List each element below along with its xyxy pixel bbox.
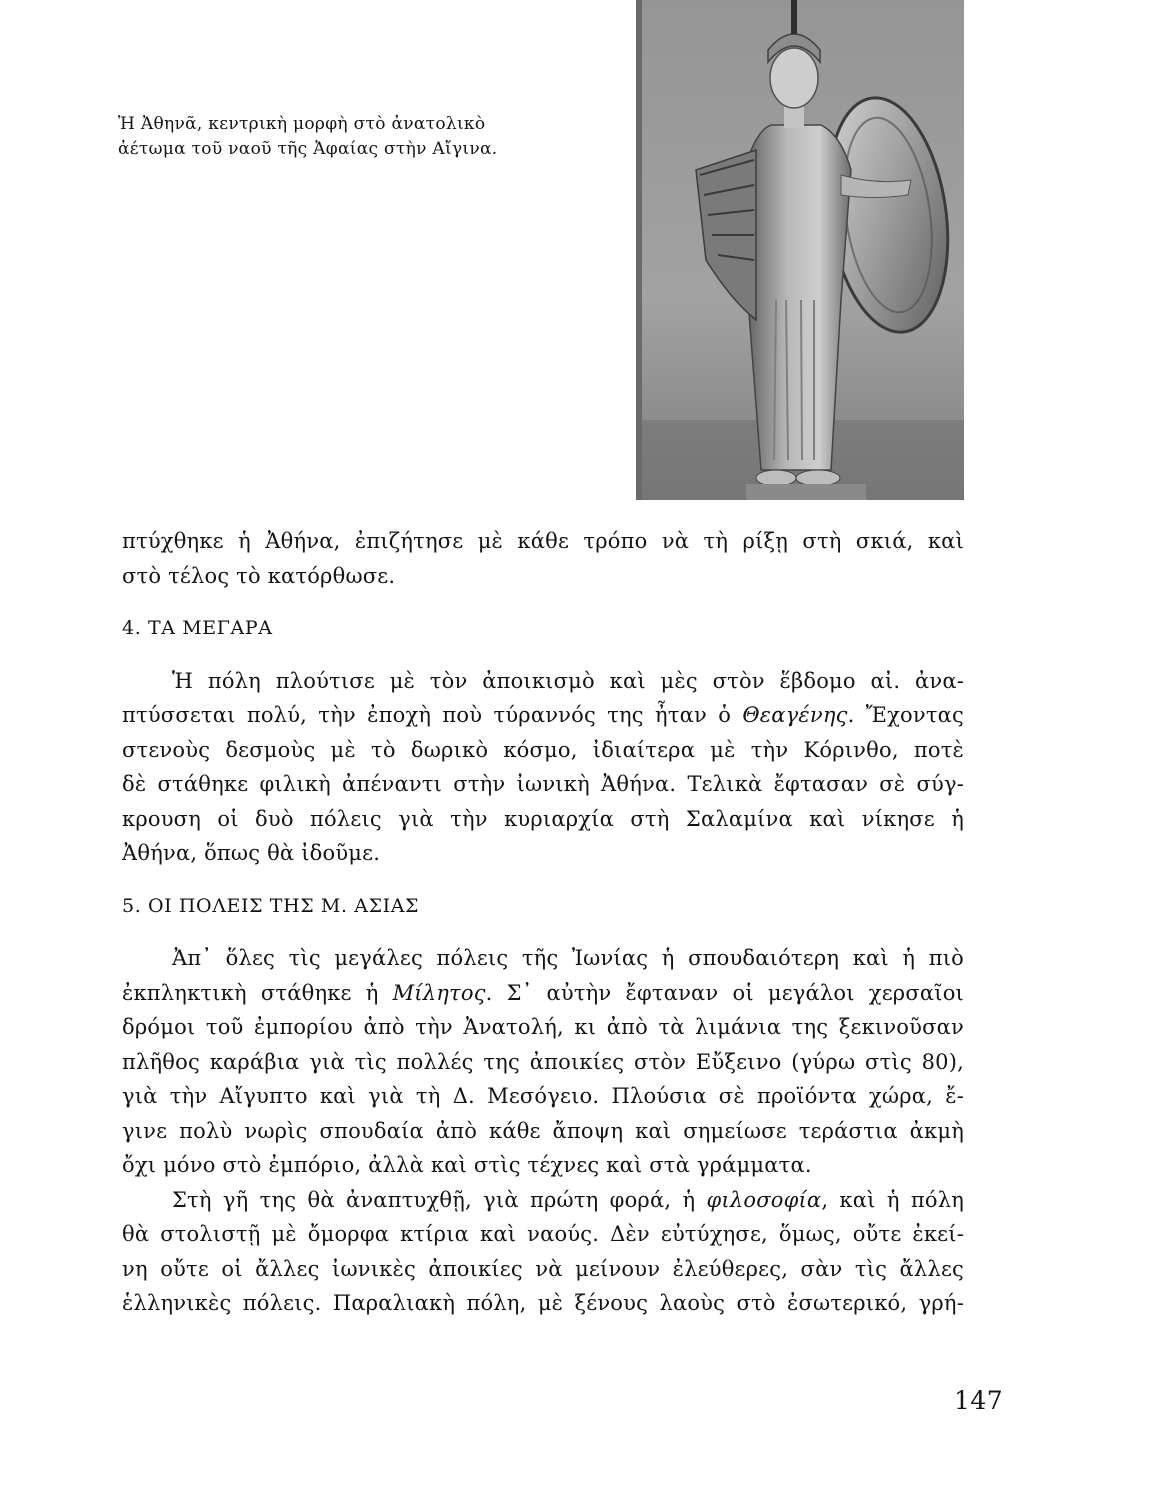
text-line: θὰ στολιστῇ μὲ ὄμορφα κτίρια καὶ ναούς. Δὲν εὐτύχησε, ὅμως, οὔτε ἐκεί- xyxy=(122,1222,964,1246)
figure-caption xyxy=(118,112,618,162)
section-heading: 4. ΤΑ ΜΕΓΑΡΑ xyxy=(122,617,273,639)
text-line xyxy=(122,698,964,733)
text-line xyxy=(122,976,964,1011)
text-line: Ἀπ᾿ ὅλες τὶς μεγάλες πόλεις τῆς Ἰωνίας ἡ σπουδαιότερη καὶ ἡ πιὸ xyxy=(172,946,964,970)
athena-statue-photo xyxy=(636,0,964,500)
caption-line: ἀέτωμα τοῦ ναοῦ τῆς Ἀφαίας στὴν Αἴγινα. xyxy=(118,139,498,159)
main-text xyxy=(122,524,964,1321)
italic-name: Μίλητος xyxy=(392,980,486,1005)
text-run: . Σ᾿ αὐτὴν ἔφταναν οἱ μεγάλοι χερσαῖοι xyxy=(485,980,964,1005)
text-line: ὄχι μόνο στὸ ἐμπόριο, ἀλλὰ καὶ στὶς τέχνες καὶ στὰ γράμματα. xyxy=(122,1153,812,1177)
text-line: στὸ τέλος τὸ κατόρθωσε. xyxy=(122,563,396,588)
text-line: δὲ στάθηκε φιλικὴ ἀπέναντι στὴν ἰωνικὴ Ἀθήνα. Τελικὰ ἔφτασαν σὲ σύγ- xyxy=(122,772,964,796)
page-number: 147 xyxy=(954,1386,1004,1415)
text-line: πτύχθηκε ἡ Ἀθήνα, ἐπιζήτησε μὲ κάθε τρόπο νὰ τὴ ρίξῃ στὴ σκιά, καὶ xyxy=(122,529,964,553)
text-line xyxy=(122,1183,964,1218)
section-heading: 5. ΟΙ ΠΟΛΕΙΣ ΤΗΣ Μ. ΑΣΙΑΣ xyxy=(122,894,420,917)
text-run: ἐκπληκτικὴ στάθηκε ἡ xyxy=(122,980,393,1005)
text-line: στενοὺς δεσμοὺς μὲ τὸ δωρικὸ κόσμο, ἰδιαίτερα μὲ τὴν Κόρινθο, ποτὲ xyxy=(122,737,964,762)
italic-name: Θεαγένης xyxy=(742,703,848,727)
text-run: , καὶ ἡ πόλη xyxy=(821,1187,964,1212)
text-line: κρουση οἱ δυὸ πόλεις γιὰ τὴν κυριαρχία στὴ Σαλαμίνα καὶ νίκησε ἡ xyxy=(122,806,964,831)
text-run: . Ἔχοντας xyxy=(847,703,964,727)
text-line: δρόμοι τοῦ ἐμπορίου ἀπὸ τὴν Ἀνατολή, κι ἀπὸ τὰ λιμάνια της ξεκινοῦσαν xyxy=(122,1015,964,1039)
text-run: Στὴ γῆ της θὰ ἀναπτυχθῇ, γιὰ πρώτη φορά, ἡ xyxy=(172,1187,707,1212)
text-line: ἑλληνικὲς πόλεις. Παραλιακὴ πόλη, μὲ ξένους λαοὺς στὸ ἐσωτερικό, γρή- xyxy=(122,1291,964,1315)
text-line: νη οὔτε οἱ ἄλλες ἰωνικὲς ἀποικίες νὰ μείνουν ἐλεύθερες, σὰν τὶς ἄλλες xyxy=(122,1256,964,1281)
text-line: γινε πολὺ νωρὶς σπουδαία ἀπὸ κάθε ἄποψη καὶ σημείωσε τεράστια ἀκμὴ xyxy=(122,1118,964,1143)
text-run: πτύσσεται πολύ, τὴν ἐποχὴ ποὺ τύραννός της ἦταν ὁ xyxy=(122,703,743,727)
caption-line: Ἡ Ἀθηνᾶ, κεντρικὴ μορφὴ στὸ ἀνατολικὸ xyxy=(118,114,486,134)
text-line: Ἡ πόλη πλούτισε μὲ τὸν ἀποικισμὸ καὶ μὲς στὸν ἕβδομο αἰ. ἀνα- xyxy=(172,668,964,693)
text-line: γιὰ τὴν Αἴγυπτο καὶ γιὰ τὴ Δ. Μεσόγειο. Πλούσια σὲ προϊόντα χώρα, ἔ- xyxy=(122,1084,964,1108)
text-line: πλῆθος καράβια γιὰ τὶς πολλές της ἀποικίες στὸν Εὔξεινο (γύρω στὶς 80), xyxy=(122,1049,964,1074)
statue-of-athena-icon xyxy=(636,0,964,500)
text-line: Ἀθήνα, ὅπως θὰ ἰδοῦμε. xyxy=(122,841,381,865)
italic-term: φιλοσοφία xyxy=(706,1187,822,1212)
